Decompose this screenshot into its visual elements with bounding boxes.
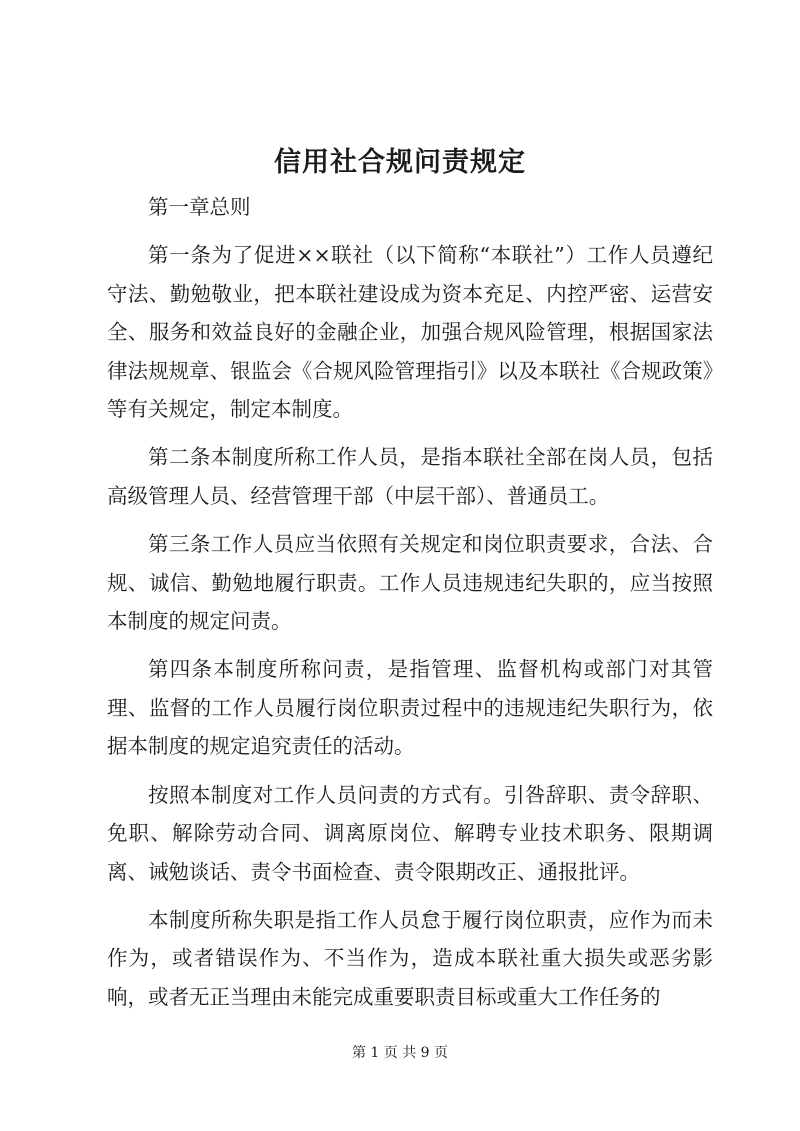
paragraph-accountability-methods: 按照本制度对工作人员问责的方式有。引咎辞职、责令辞职、免职、解除劳动合同、调离原岗位、解聘专业技术职务、限期调离、诫勉谈话、责令书面检查、责令限期改正、通报批评。: [107, 782, 713, 884]
page-footer: 第 1 页 共 9 页: [351, 1045, 449, 1061]
paragraph-article-3: 第三条工作人员应当依照有关规定和岗位职责要求，合法、合规、诚信、勤勉地履行职责。工作人员违规违纪失职的，应当按照本制度的规定问责。: [107, 532, 713, 634]
page-title: 信用社合规问责规定: [274, 147, 526, 178]
paragraph-article-2: 第二条本制度所称工作人员，是指本联社全部在岗人员，包括高级管理人员、经营管理干部（中层干部）、普通员工。: [107, 445, 713, 508]
paragraph-article-1: 第一条为了促进××联社（以下简称“本联社”）工作人员遵纪守法、勤勉敬业，把本联社建设成为资本充足、内控严密、运营安全、服务和效益良好的金融企业，加强合规风险管理，根据国家法律法规规章、银监会《合规风险管理指引》以及本联社《合规政策》等有关规定，制定本制度。: [107, 243, 713, 422]
document-body: [107, 188, 713, 1026]
paragraph-dereliction-definition: 本制度所称失职是指工作人员怠于履行岗位职责，应作为而未作为，或者错误作为、不当作为，造成本联社重大损失或恶劣影响，或者无正当理由未能完成重要职责目标或重大工作任务的: [107, 907, 713, 1009]
chapter-heading: 第一章总则: [148, 195, 251, 219]
paragraph-article-4: 第四条本制度所称问责，是指管理、监督机构或部门对其管理、监督的工作人员履行岗位职责过程中的违规违纪失职行为，依据本制度的规定追究责任的活动。: [107, 657, 713, 759]
